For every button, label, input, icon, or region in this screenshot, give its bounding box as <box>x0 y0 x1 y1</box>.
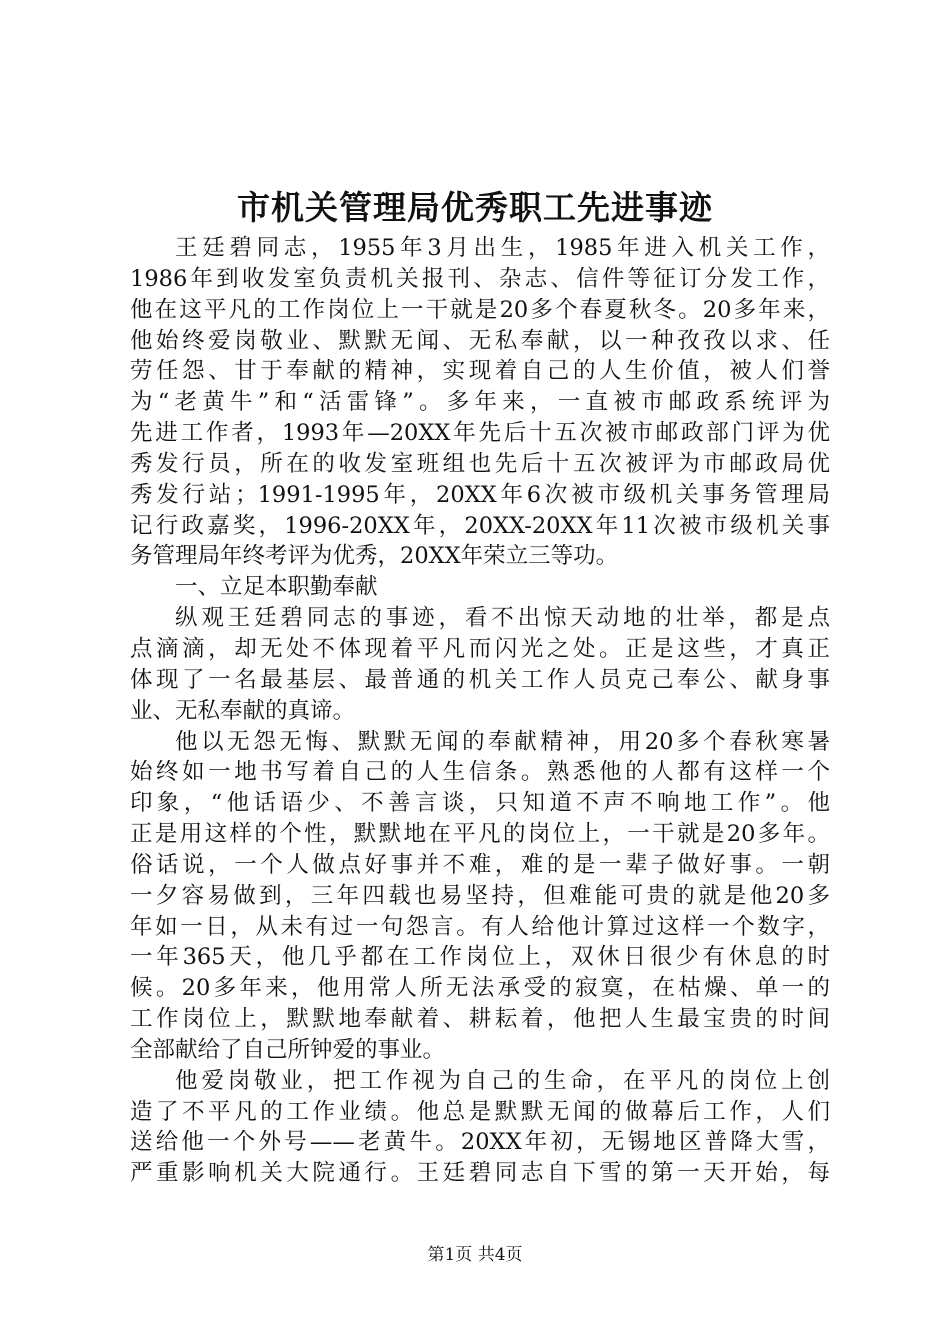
paragraph-line: 他始终爱岗敬业、默默无闻、无私奉献，以一种孜孜以求、任 <box>130 327 830 354</box>
paragraph-line: 造了不平凡的工作业绩。他总是默默无闻的做幕后工作，人们 <box>130 1098 830 1125</box>
paragraph-line: 候。20多年来，他用常人所无法承受的寂寞，在枯燥、单一的 <box>130 975 830 1002</box>
paragraph-line: 纵观王廷碧同志的事迹，看不出惊天动地的壮举，都是点 <box>175 605 830 632</box>
paragraph-line: 年如一日，从未有过一句怨言。有人给他计算过这样一个数字， <box>130 913 830 940</box>
paragraph-line: 全部献给了自己所钟爱的事业。 <box>130 1036 446 1063</box>
paragraph-line: 记行政嘉奖，1996-20XX年，20XX-20XX年11次被市级机关事 <box>130 512 830 539</box>
paragraph-line: 务管理局年终考评为优秀，20XX年荣立三等功。 <box>130 543 619 570</box>
paragraph-line: 俗话说，一个人做点好事并不难，难的是一辈子做好事。一朝 <box>130 851 830 878</box>
page-footer: 第1页 共4页 <box>427 1245 523 1265</box>
paragraph-line: 严重影响机关大院通行。王廷碧同志自下雪的第一天开始，每 <box>130 1160 830 1187</box>
paragraph-line: 秀发行员，所在的收发室班组也先后十五次被评为市邮政局优 <box>130 450 830 477</box>
paragraph-line: 他以无怨无悔、默默无闻的奉献精神，用20多个春秋寒暑 <box>175 728 830 755</box>
paragraph-line: 他在这平凡的工作岗位上一干就是20多个春夏秋冬。20多年来， <box>130 296 830 323</box>
paragraph-line: 王廷碧同志，1955年3月出生，1985年进入机关工作， <box>175 235 830 261</box>
paragraph-line: 印象，“他话语少、不善言谈，只知道不声不响地工作”。他 <box>130 790 830 817</box>
paragraph-line: 他爱岗敬业，把工作视为自己的生命，在平凡的岗位上创 <box>175 1067 830 1094</box>
paragraph-line: 工作岗位上，默默地奉献着、耕耘着，他把人生最宝贵的时间 <box>130 1006 830 1033</box>
paragraph-line: 秀发行站；1991-1995年，20XX年6次被市级机关事务管理局 <box>130 481 830 508</box>
paragraph-line: 劳任怨、甘于奉献的精神，实现着自己的人生价值，被人们誉 <box>130 358 830 385</box>
paragraph-line: 先进工作者，1993年—20XX年先后十五次被市邮政部门评为优 <box>130 420 830 447</box>
paragraph-line: 一夕容易做到，三年四载也易坚持，但难能可贵的就是他20多 <box>130 882 830 909</box>
paragraph-line: 业、无私奉献的真谛。 <box>130 697 356 724</box>
paragraph-line: 正是用这样的个性，默默地在平凡的岗位上，一干就是20多年。 <box>130 821 830 848</box>
paragraph-line: 送给他一个外号——老黄牛。20XX年初，无锡地区普降大雪， <box>130 1129 830 1156</box>
section-heading: 一、立足本职勤奉献 <box>175 574 378 601</box>
document-body <box>130 233 830 1189</box>
paragraph-line: 始终如一地书写着自己的人生信条。熟悉他的人都有这样一个 <box>130 759 830 786</box>
paragraph-line: 体现了一名最基层、最普通的机关工作人员克己奉公、献身事 <box>130 666 830 693</box>
paragraph-line: 一年365天，他几乎都在工作岗位上，双休日很少有休息的时 <box>130 944 830 971</box>
document-title: 市机关管理局优秀职工先进事迹 <box>237 188 713 227</box>
paragraph-line: 1986年到收发室负责机关报刊、杂志、信件等征订分发工作， <box>130 265 830 292</box>
paragraph-line: 点滴滴，却无处不体现着平凡而闪光之处。正是这些，才真正 <box>130 635 830 662</box>
paragraph-line: 为“老黄牛”和“活雷锋”。多年来，一直被市邮政系统评为 <box>130 389 830 416</box>
